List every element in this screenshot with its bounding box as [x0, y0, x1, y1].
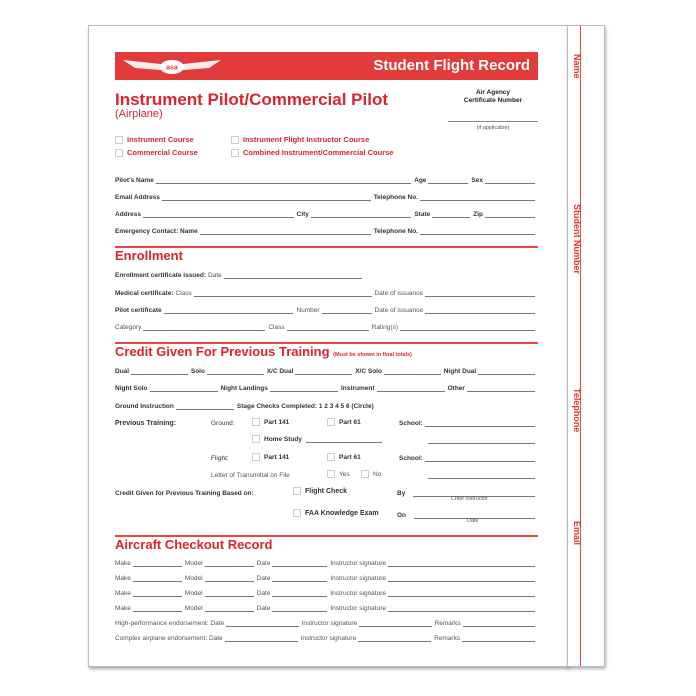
checkbox[interactable]: [115, 136, 123, 144]
checkout-row: [115, 588, 538, 597]
label: Yes: [339, 470, 350, 478]
checkout-row: [115, 573, 538, 582]
label: Part 141: [264, 453, 290, 461]
ground-part141[interactable]: [252, 418, 289, 426]
agency-certificate: [448, 89, 538, 132]
tab-label-student-number: Student Number: [572, 204, 582, 275]
label: Ground Instruction: [115, 403, 174, 410]
flight-part61[interactable]: [327, 453, 361, 461]
label: No: [373, 470, 382, 478]
night-landings-field[interactable]: [270, 384, 338, 392]
flight-part141[interactable]: [252, 453, 289, 461]
label: Date: [256, 560, 271, 567]
label: Instructor signature: [300, 635, 357, 642]
faa-exam[interactable]: [293, 509, 379, 517]
label: Instructor signature: [330, 575, 386, 582]
label: Instructor signature: [330, 605, 386, 612]
flight-school-field-2[interactable]: [428, 471, 535, 479]
school-line-2: [428, 435, 538, 444]
course-instrument[interactable]: [115, 135, 194, 144]
checkbox[interactable]: [327, 470, 335, 478]
complex-remarks-field[interactable]: [462, 634, 535, 642]
label: Enrollment certificate issued:: [115, 272, 207, 279]
pilot-cert-number-field[interactable]: [322, 306, 372, 314]
school-line-3: [428, 470, 538, 479]
label: Email Address: [115, 194, 160, 201]
row-category: [115, 322, 538, 331]
row-pilot-cert: [115, 305, 538, 314]
checkbox[interactable]: [252, 453, 260, 461]
label: Instructor signature: [301, 620, 358, 627]
date-field[interactable]: [272, 604, 327, 612]
complex-date-field[interactable]: [225, 634, 298, 642]
label: Make: [115, 605, 131, 612]
signature-field[interactable]: [388, 589, 535, 597]
course-label: Combined Instrument/Commercial Course: [243, 148, 394, 157]
label: FAA Knowledge Exam: [305, 509, 379, 517]
telephone-field[interactable]: [420, 193, 535, 201]
label: Telephone No.: [373, 228, 418, 235]
checkbox[interactable]: [293, 487, 301, 495]
tab-label-telephone: Telephone: [572, 388, 582, 433]
row-address: [115, 209, 538, 218]
row-email: [115, 192, 538, 201]
course-label: Commercial Course: [127, 148, 198, 157]
signature-field[interactable]: [388, 574, 535, 582]
based-on-label: [115, 488, 285, 497]
label: Emergency Contact: Name: [115, 228, 198, 235]
label: Date of issuance: [374, 290, 423, 297]
label: Model: [184, 605, 203, 612]
stage-checks[interactable]: Stage Checks Completed: 1 2 3 4 5 6 (Circle): [236, 403, 374, 410]
checkbox[interactable]: [115, 149, 123, 157]
signature-field[interactable]: [388, 559, 535, 567]
heading-text: Credit Given For Previous Training: [115, 344, 330, 359]
date-caption: Date: [467, 518, 479, 524]
night-dual-field[interactable]: [478, 367, 535, 375]
class-field[interactable]: [287, 323, 369, 331]
pilot-cert-date-field[interactable]: [425, 306, 535, 314]
label: High-performance endorsement: Date: [115, 620, 225, 627]
row-complex: [115, 633, 538, 642]
agency-number-field[interactable]: [448, 105, 538, 122]
label: Zip: [473, 211, 483, 218]
course-commercial[interactable]: [115, 148, 198, 157]
label: Instructor signature: [330, 560, 386, 567]
label: By: [397, 490, 406, 497]
date-field[interactable]: [272, 559, 327, 567]
date-field[interactable]: [272, 574, 327, 582]
label: Age: [414, 177, 427, 184]
label: Solo: [190, 368, 205, 375]
checkbox[interactable]: [231, 149, 239, 157]
label: Credit Given for Previous Training Based on:: [115, 490, 254, 497]
previous-training-label: [115, 418, 225, 427]
asa-wings-logo: [121, 57, 223, 75]
checkbox[interactable]: [327, 418, 335, 426]
agency-label-2: Certificate Number: [463, 97, 523, 104]
make-field[interactable]: [133, 559, 182, 567]
label: Night Solo: [115, 385, 148, 392]
label: Night Landings: [220, 385, 268, 392]
label: Class: [175, 290, 192, 297]
label: Previous Training:: [115, 420, 177, 427]
flight-label: [211, 453, 251, 462]
row-dual: [115, 366, 538, 375]
ground-school: [399, 418, 538, 427]
address-field[interactable]: [143, 210, 294, 218]
checkbox[interactable]: [252, 418, 260, 426]
label: Date: [256, 605, 271, 612]
emergency-telephone-field[interactable]: [420, 227, 535, 235]
city-field[interactable]: [311, 210, 411, 218]
label: Part 61: [339, 418, 361, 426]
hp-remarks-field[interactable]: [463, 619, 535, 627]
flight-check[interactable]: [293, 487, 347, 495]
checkbox[interactable]: [293, 509, 301, 517]
side-tab: [567, 25, 605, 667]
section-heading-checkout: Aircraft Checkout Record: [115, 537, 273, 552]
tab-divider: [580, 26, 581, 666]
label: Remarks: [434, 620, 461, 627]
label: Flight Check: [305, 487, 348, 495]
label: City: [296, 211, 309, 218]
header-bar: [115, 52, 538, 80]
label: Complex airplane endorsement: Date: [115, 635, 223, 642]
course-cfii[interactable]: [231, 135, 369, 144]
date-field[interactable]: [272, 589, 327, 597]
label: Date: [208, 272, 222, 279]
label: Make: [115, 560, 131, 567]
checkbox[interactable]: [231, 136, 239, 144]
label: Number: [296, 307, 320, 314]
form-title: Instrument Pilot/Commercial Pilot: [115, 90, 388, 109]
label: School:: [399, 455, 423, 462]
label: Instructor signature: [330, 590, 386, 597]
form-subtitle: (Airplane): [115, 108, 163, 120]
model-field[interactable]: [205, 604, 254, 612]
checkout-row: [115, 558, 538, 567]
label: Make: [115, 590, 131, 597]
row-high-performance: [115, 618, 538, 627]
flight-school: [399, 453, 538, 462]
row-night: [115, 383, 538, 392]
label: Part 61: [339, 453, 361, 461]
label: Address: [115, 211, 142, 218]
instrument-field[interactable]: [377, 384, 445, 392]
row-ground-instruction: [115, 401, 538, 410]
label: Make: [115, 575, 131, 582]
ground-label: [211, 418, 251, 427]
label: Sex: [471, 177, 483, 184]
complex-signature-field[interactable]: [358, 634, 431, 642]
medical-date-field[interactable]: [425, 289, 535, 297]
label: Medical certificate:: [115, 290, 174, 297]
course-label: Instrument Course: [127, 135, 194, 144]
enrollment-date-field[interactable]: [224, 271, 362, 279]
label: Instrument: [340, 385, 375, 392]
label: On: [397, 512, 407, 519]
zip-field[interactable]: [485, 210, 535, 218]
label: Date of issuance: [374, 307, 423, 314]
checkout-row: [115, 603, 538, 612]
section-heading-credit: [115, 344, 412, 359]
brand-title: Student Flight Record: [373, 57, 530, 74]
label: Date: [256, 590, 271, 597]
agency-label: Air Agency: [475, 89, 511, 96]
label: Other: [447, 385, 465, 392]
label: Category: [115, 324, 142, 331]
dual-field[interactable]: [131, 367, 188, 375]
svg-text:asa: asa: [166, 64, 178, 72]
pilot-cert-field[interactable]: [164, 306, 294, 314]
agency-note: (if applicable): [476, 125, 510, 131]
hp-signature-field[interactable]: [359, 619, 431, 627]
label: Remarks: [434, 635, 461, 642]
ground-school-field-2[interactable]: [428, 436, 535, 444]
emergency-name-field[interactable]: [200, 227, 371, 235]
label: Home Study: [264, 435, 302, 443]
make-field[interactable]: [133, 574, 182, 582]
label: Dual: [115, 368, 130, 375]
label: X/C Dual: [266, 368, 294, 375]
label: Letter of Transmittal on File: [211, 472, 290, 479]
state-field[interactable]: [432, 210, 470, 218]
model-field[interactable]: [205, 559, 254, 567]
home-study-field[interactable]: [306, 435, 382, 443]
night-solo-field[interactable]: [150, 384, 218, 392]
solo-field[interactable]: [207, 367, 264, 375]
hp-date-field[interactable]: [226, 619, 298, 627]
tab-label-email: Email: [572, 521, 582, 546]
row-emergency: [115, 226, 538, 235]
checkbox[interactable]: [252, 435, 260, 443]
xc-solo-field[interactable]: [384, 367, 441, 375]
flight-school-field[interactable]: [425, 454, 535, 462]
home-study[interactable]: [252, 435, 385, 443]
heading-note: (Must be shown in final totals): [333, 352, 413, 358]
ground-school-field[interactable]: [425, 419, 535, 427]
model-field[interactable]: [205, 589, 254, 597]
make-field[interactable]: [133, 604, 182, 612]
label: Telephone No.: [373, 194, 418, 201]
label: Flight:: [211, 455, 229, 462]
letter-yes[interactable]: [327, 470, 350, 478]
label: Model: [184, 560, 203, 567]
medical-class-field[interactable]: [194, 289, 372, 297]
sex-field[interactable]: [485, 176, 535, 184]
label: Date: [256, 575, 271, 582]
letter-no[interactable]: [361, 470, 381, 478]
signature-field[interactable]: [388, 604, 535, 612]
make-field[interactable]: [133, 589, 182, 597]
label: Class: [268, 324, 285, 331]
label: Part 141: [264, 418, 290, 426]
label: X/C Solo: [355, 368, 382, 375]
checkbox[interactable]: [361, 470, 369, 478]
rating-field[interactable]: [400, 323, 535, 331]
letter-label: [211, 470, 321, 479]
course-combined[interactable]: [231, 148, 393, 157]
label: Model: [184, 590, 203, 597]
label: Ground:: [211, 420, 235, 427]
label: Pilot certificate: [115, 307, 162, 314]
chief-instructor-caption: Chief instructor: [451, 496, 488, 502]
row-enrollment-cert: [115, 270, 365, 279]
age-field[interactable]: [428, 176, 468, 184]
label: School:: [399, 420, 423, 427]
checkbox[interactable]: [327, 453, 335, 461]
pilot-name-field[interactable]: [156, 176, 411, 184]
email-field[interactable]: [162, 193, 371, 201]
label: Pilot's Name: [115, 177, 154, 184]
course-label: Instrument Flight Instructor Course: [243, 135, 370, 144]
label: Model: [184, 575, 203, 582]
label: Night Dual: [443, 368, 477, 375]
row-medical: [115, 288, 538, 297]
category-field[interactable]: [143, 323, 265, 331]
xc-dual-field[interactable]: [295, 367, 352, 375]
ground-part61[interactable]: [327, 418, 361, 426]
label: Rating(s): [371, 324, 398, 331]
section-heading-enrollment: Enrollment: [115, 248, 183, 263]
label: State: [414, 211, 431, 218]
row-pilot-name: [115, 175, 538, 184]
tab-label-name: Name: [572, 54, 582, 79]
ground-instruction-field[interactable]: [176, 402, 234, 410]
model-field[interactable]: [205, 574, 254, 582]
other-field[interactable]: [467, 384, 535, 392]
